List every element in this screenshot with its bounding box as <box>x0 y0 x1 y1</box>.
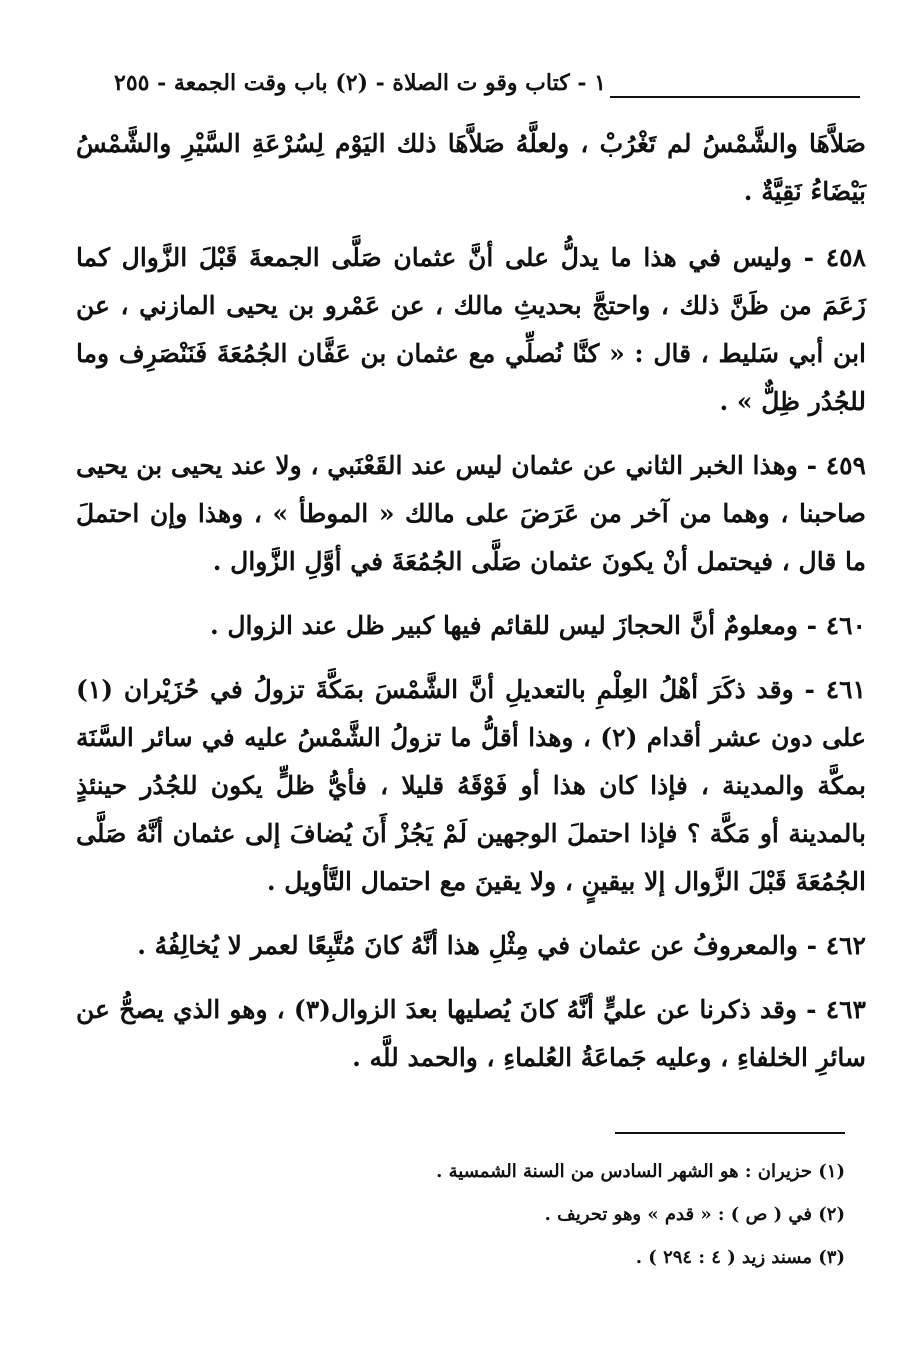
running-header: ١ - كتاب وقو ت الصلاة - (٢) باب وقت الجمعة - ٢٥٥ <box>114 70 606 96</box>
header-rule <box>610 96 860 98</box>
paragraph-460: ٤٦٠ - ومعلومٌ أنَّ الحجازَ ليس للقائم فيها كبير ظل عند الزوال . <box>209 611 866 640</box>
footnote-3: (٣) مسند زيد ( ٤ : ٢٩٤ ) . <box>635 1247 845 1268</box>
paragraph-459: ٤٥٩ - وهذا الخبر الثاني عن عثمان ليس عند القَعْنَبي ، ولا عند يحيى بن يحيى صاحبنا ، وهما من آخر من عَرَضَ على مالك « الموطأ » ، وهذا وإن احتملَ ما قال ، فيحتمل أنْ يكونَ عثمان صَلَّى الجُمُعَةَ في أوَّلِ الزَّوال . <box>76 451 866 576</box>
footnote-2: (٢) في ( ص ) : « قدم » وهو تحريف . <box>544 1204 845 1225</box>
paragraph-continuation: صَلاَّهَا والشَّمْسُ لم تَغْرُبْ ، ولعلَّهُ صَلاَّهَا ذلك اليَوْم لِسُرْعَةِ السَّيْرِ والشَّمْسُ بَيْضَاءُ نَقِيَّةٌ . <box>76 129 866 206</box>
paragraph-461: ٤٦١ - وقد ذكَرَ أهْلُ العِلْمِ بالتعديلِ أنَّ الشَّمْسَ بمَكَّةَ تزولُ في حُزَيْران (١) على دون عشر أقدام (٢) ، وهذا أقلُّ ما تزولُ الشَّمْسُ عليه في سائر السَّنَة بمكَّة والمدينة ، فإذا كان هذا أو فَوْقَهُ قليلا ، فأيُّ ظلٍّ يكون للجُدُر حينئذٍ بالمدينة أو مَكَّة ؟ فإذا احتملَ الوجهين لَمْ يَجُزْ أَنَ يُضافَ إلى عثمان أنَّهُ صَلَّى الجُمُعَةَ قَبْلَ الزَّوال إلا بيقينٍ ، ولا يقينَ مع احتمال التَّأويل . <box>76 675 866 896</box>
footnote-rule <box>615 1132 845 1134</box>
paragraph-462: ٤٦٢ - والمعروفُ عن عثمان في مِثْلِ هذا أنَّهُ كانَ مُتَّبِعًا لعمر لا يُخالِفُهُ . <box>137 931 866 960</box>
footnotes <box>200 1150 845 1279</box>
paragraph-458: ٤٥٨ - وليس في هذا ما يدلُّ على أنَّ عثمان صَلَّى الجمعةَ قَبْلَ الزَّوال كما زَعَمَ من ظَنَّ ذلك ، واحتجَّ بحديثِ مالك ، عن عَمْرو بن يحيى المازني ، عن ابن أبي سَليط ، قال : « كنَّا نُصلِّي مع عثمان بن عَفَّان الجُمُعَةَ فَنَنْصَرِف وما للجُدُر ظِلٌّ » . <box>76 243 866 416</box>
main-text <box>76 120 866 1098</box>
paragraph-463: ٤٦٣ - وقد ذكرنا عن عليٍّ أنَّهُ كانَ يُصليها بعدَ الزوال(٣) ، وهو الذي يصحُّ عن سائرِ الخلفاءِ ، وعليه جَماعَةُ العُلماءِ ، والحمد للَّه . <box>76 995 866 1072</box>
footnote-1: (١) حزيران : هو الشهر السادس من السنة الشمسية . <box>436 1161 845 1182</box>
